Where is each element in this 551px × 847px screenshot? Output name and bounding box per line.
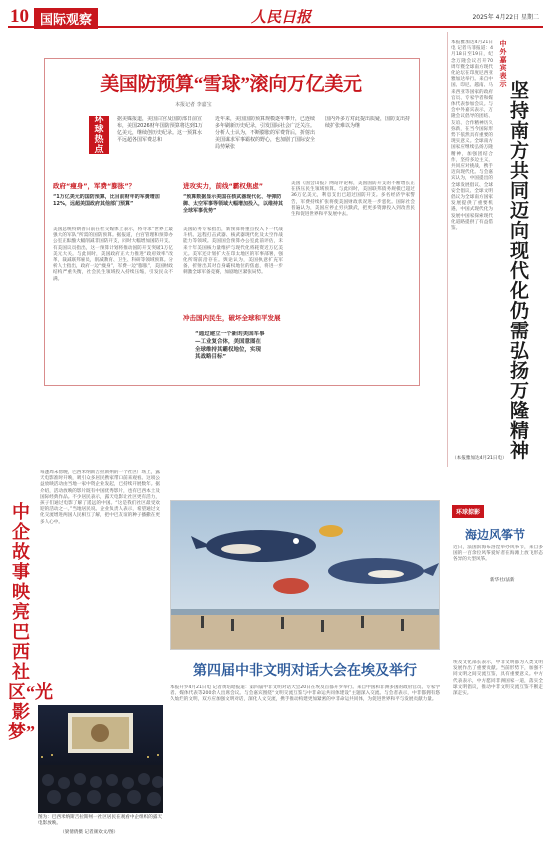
paper-logo: 人民日报 bbox=[251, 10, 312, 26]
kicker: 中外嘉宾表示 bbox=[499, 40, 507, 88]
lead-paragraph: 据美媒报道，美国白宫及国防部日前宣布，美国2026财年国防预算将达到1万亿美元，继续创历史纪录。这一预算水平远超各国军费总和 bbox=[117, 116, 203, 143]
kicker-badge: 环 球 热 点 bbox=[89, 116, 109, 154]
photo-headline: 海边风筝节 bbox=[465, 528, 526, 542]
section-tag: 环球掠影 bbox=[452, 505, 484, 518]
article-body: 本报雅加达4月21日电 记者马菲报道：4月18日至19日，纪念万隆会议召开70周年暨全球南方现代化论坛在印度尼西亚雅加达举行。来自中国、印尼、越南、马来西亚等国家的政府官员、专家学者和媒体代表参加会议。与会中外嘉宾表示，万隆会议倡导的团结、友谊、合作精神历久弥新，在当今国际形势下依然具有重要的现实意义。全球南方国家应继续弘扬万隆精神，加强团结合作，坚持多边主义，共同应对挑战，携手迈向现代化。与会嘉宾认为，中国提出的全球发展倡议、全球安全倡议、全球文明倡议为全球南方国家发展提供了重要机遇，中国式现代化为发展中国家探索现代化道路提供了有益借鉴。 bbox=[451, 40, 493, 232]
subheading: 政府“瘦身”，军费“膨胀”？ bbox=[53, 182, 136, 190]
byline: 本报记者 李嘉宝 bbox=[175, 102, 212, 108]
headline: 第四届中非文明对话大会在埃及举行 bbox=[193, 664, 417, 679]
section-body: 美国防务专家指出，新预算将重点投入下一代战斗机、远程打击武器、核武器现代化及太空作战能力等领域。美国国会预算办公室此前评估，未来十年美国核力量维护与现代化将耗资近万亿美元。美军还计划扩大在印太地区的军事部署，强化所谓前沿存在。舆论认为，美国执意扩充军备，折射出其对自身霸权地位的焦虑，将进一步刺激全球军备竞赛，加剧地区紧张局势。 bbox=[183, 227, 283, 276]
headline: 美国防预算“雪球”滚向万亿美元 bbox=[100, 74, 362, 95]
masthead bbox=[8, 6, 543, 28]
kite-festival-photo bbox=[170, 500, 440, 650]
lead-paragraph: 国内外多方对此提出质疑，国防支出持续扩张难以为继 bbox=[325, 116, 411, 129]
section-intro: “预算数据显示美国在核武器现代化、导弹防御、太空军事等领域大幅增加投入，以维持其全球军事优势” bbox=[183, 194, 283, 214]
subheading: 进攻实力，前线“霸权焦虑” bbox=[183, 182, 264, 190]
article-body: 埃及文化部长表示，中非文明都为人类文明发展作出了重要贡献。当前形势下，加强不同文明之间交流互鉴，具有重要意义。中方代表表示，中方愿同非洲国家一道，落实全球文明倡议，推动中非文明交流互鉴不断走深走实。 bbox=[453, 660, 543, 697]
page-number: 10 bbox=[10, 6, 29, 27]
us-budget-article bbox=[44, 58, 420, 386]
issue-date: 2025年 4月22日 星期二 bbox=[472, 14, 539, 21]
dateline-credit: （本报雅加达4月21日电） bbox=[452, 456, 507, 461]
photo-credit: （梁倩倩摄 记者颜欢文/图） bbox=[60, 830, 119, 835]
subheading: 冲击国内民生，破坏全球和平发展 bbox=[183, 314, 281, 322]
article-body: 本报开罗4月21日电 记者黄培昭报道：第四届中非文明对话大会20日在埃及首都开罗举行。来自中国和非洲多国的政府官员、专家学者、媒体代表等200余人出席会议。与会嘉宾围绕“文明交流互鉴与中非命运共同体建设”主题深入交流。与会者表示，中非都拥有悠久灿烂的文明，双方应加强文明对话，深化人文交流，携手推动构建更加紧密的中非命运共同体，为促进世界和平与发展贡献力量。 bbox=[170, 685, 440, 703]
outdoor-cinema-photo bbox=[38, 705, 163, 813]
headline: 坚持南方共同迈向现代化仍需弘扬万隆精神 bbox=[510, 81, 530, 462]
photo-caption: 近日，法国滨海布洛涅举办风筝节，来自多国的一百余位风筝爱好者在海滩上放飞形态各异的大型风筝。 bbox=[453, 545, 543, 563]
lead-paragraph: 近年来，美国国防预算规模逐年攀升，已连续多年刷新历史纪录，引发国际社会广泛关注。分析人士认为，不断膨胀的军费背后，折射出美国谋求军事霸权的野心，也加剧了国际安全局势紧张 bbox=[215, 116, 315, 150]
photo-caption: 图为：巴西米纳斯吉拉斯州一社区居民在观看中企组织的露天电影放映。 bbox=[38, 815, 163, 826]
article-body: 每逢周末傍晚，巴西米纳斯吉拉斯州的一个社区广场上，露天电影准时开映，吸引众多居民携家带口前来观看。这项公益放映活动由当地一家中资企业发起，已持续开展数年。据介绍，活动放映的影片既有中国优秀影片，也有巴西本土及国际经典作品。不少居民表示，露天电影让社区更有活力，孩子们通过电影了解了遥远的中国。“这是我们社区最受欢迎的活动之一。”当地居民说。企业负责人表示，希望通过文化交流增进两国人民相互了解，把中巴友谊的种子播撒在更多人心中。 bbox=[40, 470, 160, 525]
headline: 中企故事映亮巴西社区“光影梦” bbox=[8, 502, 53, 742]
section-body: 美国总统特朗普日前在社交媒体上表示，将寻求“世界上最强大的军队”所需的国防预算。据报道，白宫管理和预算办公室正酝酿大幅削减非国防开支，同时大幅增加国防开支。有美国议员指出，这一预算计划将推动国防开支突破1万亿美元大关。与此同时，美国政府正大力推进“政府效率”改革，裁减联邦雇员，削减教育、卫生、科研等领域预算。分析人士指出，政府一边“瘦身”，军费一边“膨胀”，美国财政结构严重失衡，社会民生领域投入持续压缩，引发民众不满。 bbox=[53, 227, 173, 282]
pull-quote: “通过建立一个新的美国军事—工业复合体，美国意图在全球维持其霸权地位，实现其战略目标” bbox=[195, 331, 265, 361]
section-intro: “1万亿美元的国防预算，比目前财年的军费增加12%，远超美国政府其他部门预算” bbox=[53, 194, 160, 207]
section-body: 美国《国会山报》网站评论称，美国国防开支的不断增长正在挤压民生领域预算。与此同时，美国联邦债务规模已超过36万亿美元，利息支出已超过国防开支。多名经济学家警告，军费持续扩张将使美国财政状况进一步恶化。国际社会普遍认为，美国应停止穷兵黩武，把更多资源投入到改善民生和促进世界和平发展中去。 bbox=[291, 181, 415, 218]
section-name: 国际观察 bbox=[34, 8, 98, 29]
photo-credit: 新华社/法新 bbox=[490, 578, 515, 583]
